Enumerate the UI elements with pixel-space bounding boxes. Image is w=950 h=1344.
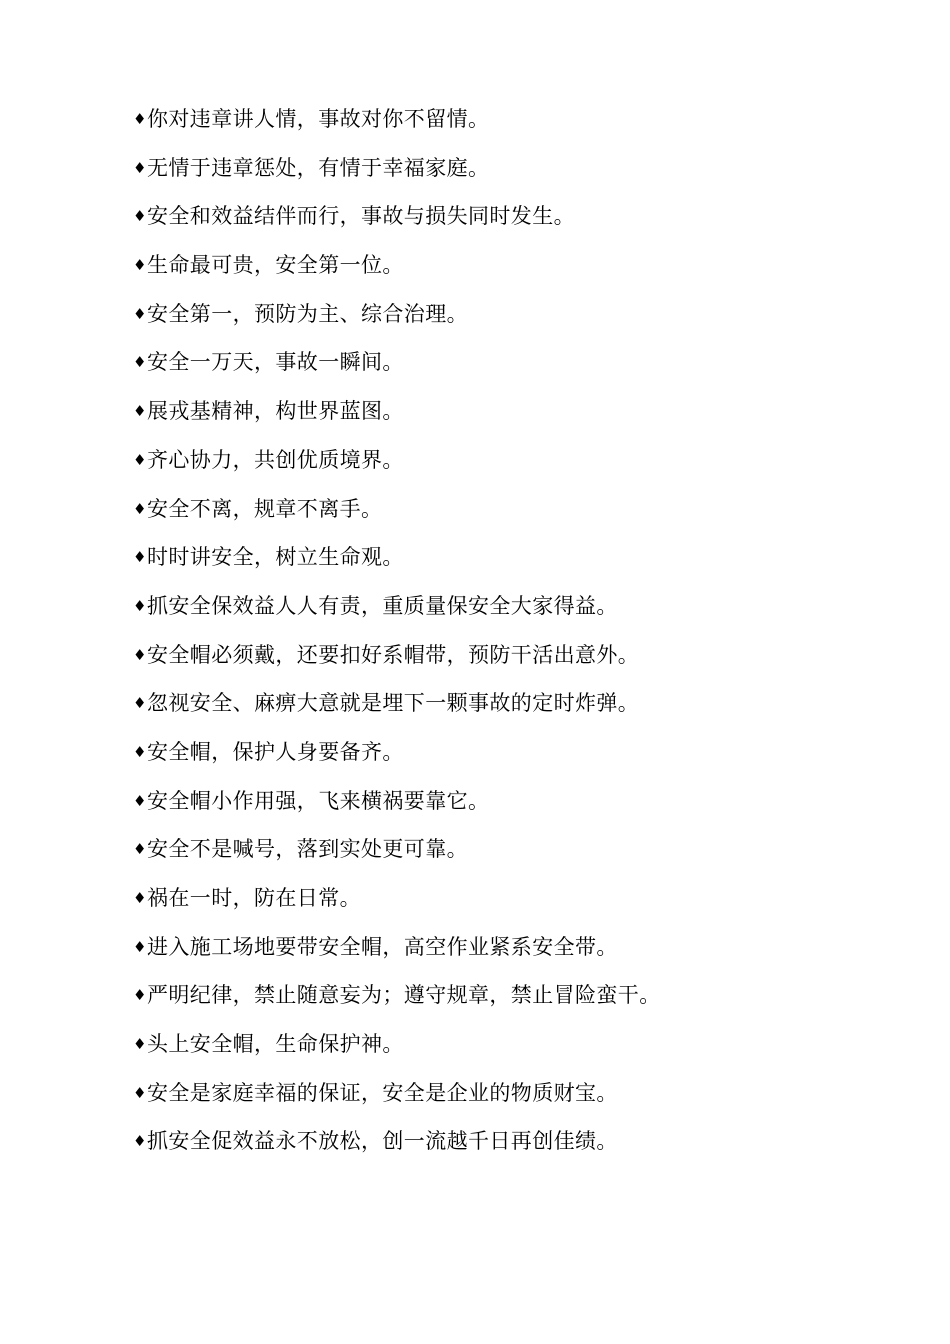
- list-item: [133, 195, 661, 244]
- slogan-text: 头上安全帽，生命保护神。: [147, 1032, 404, 1057]
- slogan-text: 安全第一，预防为主、综合治理。: [147, 301, 468, 326]
- list-item: [133, 682, 661, 731]
- slogan-text: 安全是家庭幸福的保证，安全是企业的物质财宝。: [147, 1080, 618, 1105]
- list-item: [133, 926, 661, 975]
- list-item: [133, 536, 661, 585]
- slogan-text: 无情于违章惩处，有情于幸福家庭。: [147, 155, 490, 180]
- list-item: [133, 1023, 661, 1072]
- slogan-text: 安全帽，保护人身要备齐。: [147, 739, 404, 764]
- slogan-text: 时时讲安全，树立生命观。: [147, 545, 404, 570]
- list-item: [133, 1120, 661, 1169]
- list-item: [133, 341, 661, 390]
- slogan-text: 抓安全促效益永不放松，创一流越千日再创佳绩。: [147, 1129, 618, 1154]
- list-item: [133, 974, 661, 1023]
- diamond-bullet-icon: ♦: [133, 548, 147, 567]
- list-item: [133, 585, 661, 634]
- slogan-text: 安全不是喊号，落到实处更可靠。: [147, 837, 468, 862]
- slogan-text: 齐心协力，共创优质境界。: [147, 447, 404, 472]
- diamond-bullet-icon: ♦: [133, 158, 147, 177]
- list-item: [133, 1072, 661, 1121]
- list-item: [133, 293, 661, 342]
- slogan-text: 安全不离，规章不离手。: [147, 496, 383, 521]
- diamond-bullet-icon: ♦: [133, 499, 147, 518]
- slogan-text: 安全帽必须戴，还要扣好系帽带，预防干活出意外。: [147, 642, 640, 667]
- list-item: [133, 439, 661, 488]
- slogan-text: 安全帽小作用强，飞来横祸要靠它。: [147, 788, 490, 813]
- diamond-bullet-icon: ♦: [133, 889, 147, 907]
- diamond-bullet-icon: ♦: [133, 986, 147, 1005]
- slogan-text: 安全和效益结伴而行，事故与损失同时发生。: [147, 204, 575, 229]
- diamond-bullet-icon: ♦: [133, 256, 147, 275]
- list-item: [133, 244, 661, 293]
- list-item: [133, 147, 661, 196]
- slogan-text: 安全一万天，事故一瞬间。: [147, 350, 404, 375]
- list-item: [133, 731, 661, 780]
- slogan-list: [133, 98, 661, 1169]
- diamond-bullet-icon: ♦: [133, 694, 147, 713]
- diamond-bullet-icon: ♦: [133, 450, 147, 469]
- list-item: [133, 780, 661, 829]
- diamond-bullet-icon: ♦: [133, 937, 147, 956]
- diamond-bullet-icon: ♦: [133, 840, 147, 859]
- diamond-bullet-icon: ♦: [133, 207, 147, 226]
- diamond-bullet-icon: ♦: [133, 1132, 147, 1151]
- slogan-text: 忽视安全、麻痹大意就是埋下一颗事故的定时炸弹。: [147, 691, 640, 716]
- diamond-bullet-icon: ♦: [133, 1083, 147, 1102]
- slogan-text: 展戎基精神，构世界蓝图。: [147, 399, 404, 424]
- slogan-text: 进入施工场地要带安全帽，高空作业紧系安全带。: [147, 934, 618, 959]
- diamond-bullet-icon: ♦: [133, 645, 147, 664]
- slogan-text: 严明纪律，禁止随意妄为；遵守规章，禁止冒险蛮干。: [147, 983, 661, 1008]
- slogan-text: 生命最可贵，安全第一位。: [147, 253, 404, 278]
- diamond-bullet-icon: ♦: [133, 304, 147, 323]
- slogan-text: 抓安全保效益人人有责，重质量保安全大家得益。: [147, 593, 618, 618]
- list-item: [133, 877, 661, 926]
- list-item: [133, 488, 661, 537]
- diamond-bullet-icon: ♦: [133, 353, 147, 372]
- list-item: [133, 98, 661, 147]
- diamond-bullet-icon: ♦: [133, 1035, 147, 1054]
- slogan-text: 你对违章讲人情，事故对你不留情。: [147, 107, 490, 131]
- diamond-bullet-icon: ♦: [133, 596, 147, 615]
- slogan-text: 祸在一时，防在日常。: [147, 886, 361, 910]
- diamond-bullet-icon: ♦: [133, 402, 147, 421]
- list-item: [133, 828, 661, 877]
- list-item: [133, 390, 661, 439]
- diamond-bullet-icon: ♦: [133, 742, 147, 761]
- list-item: [133, 634, 661, 683]
- diamond-bullet-icon: ♦: [133, 110, 147, 128]
- diamond-bullet-icon: ♦: [133, 791, 147, 810]
